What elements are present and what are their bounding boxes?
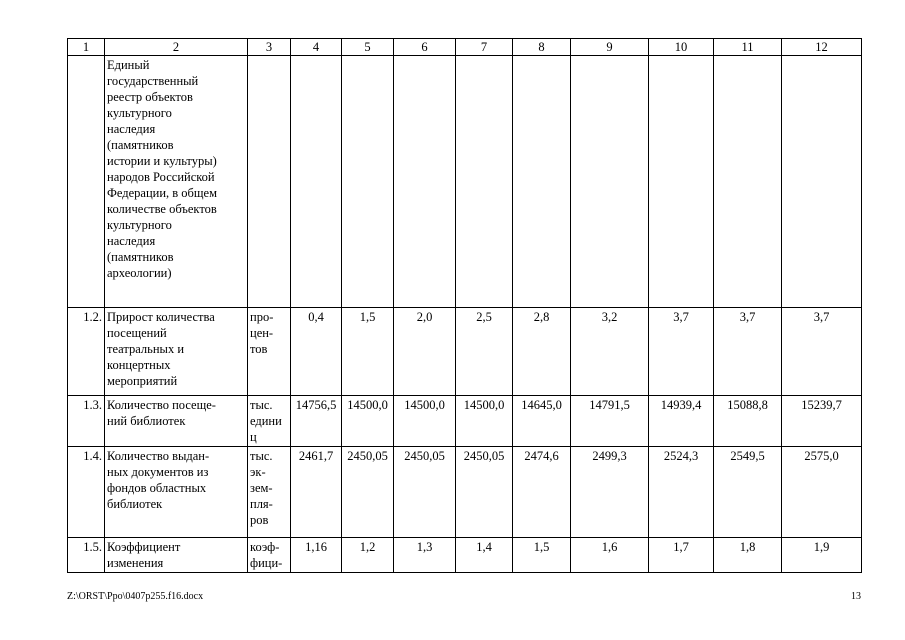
value-cell: 14500,0 bbox=[456, 396, 513, 447]
table-row bbox=[68, 308, 862, 396]
indicator-name-line: фондов областных bbox=[107, 481, 207, 495]
column-header-8: 8 bbox=[513, 39, 571, 56]
value-cell: 1,3 bbox=[394, 538, 456, 573]
value-cell: 3,7 bbox=[649, 308, 714, 396]
unit-of-measure-line: тыс. bbox=[250, 449, 273, 463]
column-header-1: 1 bbox=[68, 39, 105, 56]
indicator-name-line: библиотек bbox=[107, 497, 163, 511]
value-cell: 2450,05 bbox=[394, 447, 456, 538]
column-header-11: 11 bbox=[714, 39, 782, 56]
value-cell: 14645,0 bbox=[513, 396, 571, 447]
unit-of-measure-line: едини bbox=[250, 414, 282, 428]
unit-of-measure-line: коэф- bbox=[250, 540, 280, 554]
indicator-name-line: ний библиотек bbox=[107, 414, 186, 428]
indicator-name-line: (памятников bbox=[107, 138, 174, 152]
column-header-6: 6 bbox=[394, 39, 456, 56]
value-cell: 2549,5 bbox=[714, 447, 782, 538]
value-cell: 3,2 bbox=[571, 308, 649, 396]
column-header-3: 3 bbox=[248, 39, 291, 56]
value-cell bbox=[513, 56, 571, 308]
value-cell bbox=[394, 56, 456, 308]
table-row bbox=[68, 538, 862, 573]
value-cell bbox=[649, 56, 714, 308]
indicator-name-line: ных документов из bbox=[107, 465, 209, 479]
indicator-name bbox=[105, 308, 248, 396]
unit-of-measure bbox=[248, 396, 291, 447]
indicator-name-line: Коэффициент bbox=[107, 540, 181, 554]
value-cell: 14756,5 bbox=[291, 396, 342, 447]
value-cell bbox=[714, 56, 782, 308]
value-cell: 2450,05 bbox=[342, 447, 394, 538]
indicator-name-line: изменения bbox=[107, 556, 164, 570]
column-header-9: 9 bbox=[571, 39, 649, 56]
value-cell: 3,7 bbox=[782, 308, 862, 396]
indicator-name bbox=[105, 538, 248, 573]
unit-of-measure-line: ц bbox=[250, 430, 257, 444]
unit-of-measure-line: эк- bbox=[250, 465, 266, 479]
column-header-10: 10 bbox=[649, 39, 714, 56]
indicator-name bbox=[105, 396, 248, 447]
value-cell: 2,8 bbox=[513, 308, 571, 396]
unit-of-measure bbox=[248, 56, 291, 308]
unit-of-measure bbox=[248, 538, 291, 573]
value-cell: 14500,0 bbox=[342, 396, 394, 447]
value-cell: 2474,6 bbox=[513, 447, 571, 538]
value-cell: 1,9 bbox=[782, 538, 862, 573]
unit-of-measure-line: тыс. bbox=[250, 398, 273, 412]
row-number: 1.5. bbox=[68, 538, 105, 573]
row-number: 1.4. bbox=[68, 447, 105, 538]
indicator-name-line: народов Российской bbox=[107, 170, 215, 184]
table-row bbox=[68, 447, 862, 538]
row-number bbox=[68, 56, 105, 308]
indicator-name-line: археологии) bbox=[107, 266, 172, 280]
value-cell bbox=[571, 56, 649, 308]
column-header-7: 7 bbox=[456, 39, 513, 56]
value-cell: 2450,05 bbox=[456, 447, 513, 538]
unit-of-measure bbox=[248, 308, 291, 396]
value-cell: 1,5 bbox=[342, 308, 394, 396]
indicator-name-line: Федерации, в общем bbox=[107, 186, 218, 200]
indicator-name-line: истории и культуры) bbox=[107, 154, 217, 168]
table-row bbox=[68, 56, 862, 308]
value-cell: 3,7 bbox=[714, 308, 782, 396]
indicators-table bbox=[67, 38, 862, 573]
value-cell bbox=[456, 56, 513, 308]
indicator-name-line: наследия bbox=[107, 234, 156, 248]
value-cell: 14939,4 bbox=[649, 396, 714, 447]
indicator-name-line: посещений bbox=[107, 326, 167, 340]
indicator-name-line: государственный bbox=[107, 74, 199, 88]
value-cell: 1,8 bbox=[714, 538, 782, 573]
column-header-4: 4 bbox=[291, 39, 342, 56]
unit-of-measure-line: пля- bbox=[250, 497, 273, 511]
indicator-name-line: Количество посеще- bbox=[107, 398, 216, 412]
unit-of-measure-line: фици- bbox=[250, 556, 283, 570]
value-cell: 14500,0 bbox=[394, 396, 456, 447]
value-cell: 2575,0 bbox=[782, 447, 862, 538]
header-row bbox=[68, 39, 862, 56]
indicator-name-line: Количество выдан- bbox=[107, 449, 210, 463]
value-cell bbox=[291, 56, 342, 308]
value-cell: 2,0 bbox=[394, 308, 456, 396]
value-cell bbox=[342, 56, 394, 308]
footer-page-number: 13 bbox=[851, 591, 861, 602]
indicator-name-line: Единый bbox=[107, 58, 150, 72]
column-header-5: 5 bbox=[342, 39, 394, 56]
indicator-name-line: Прирост количества bbox=[107, 310, 215, 324]
value-cell: 1,16 bbox=[291, 538, 342, 573]
column-header-12: 12 bbox=[782, 39, 862, 56]
indicator-name-line: культурного bbox=[107, 106, 172, 120]
value-cell: 2524,3 bbox=[649, 447, 714, 538]
indicator-name-line: культурного bbox=[107, 218, 172, 232]
value-cell: 1,6 bbox=[571, 538, 649, 573]
indicator-name-line: наследия bbox=[107, 122, 156, 136]
indicator-name-line: (памятников bbox=[107, 250, 174, 264]
column-header-2: 2 bbox=[105, 39, 248, 56]
row-number: 1.3. bbox=[68, 396, 105, 447]
table-body bbox=[68, 56, 862, 573]
indicator-name-line: мероприятий bbox=[107, 374, 178, 388]
unit-of-measure bbox=[248, 447, 291, 538]
unit-of-measure-line: про- bbox=[250, 310, 274, 324]
value-cell: 15088,8 bbox=[714, 396, 782, 447]
row-number: 1.2. bbox=[68, 308, 105, 396]
value-cell: 2461,7 bbox=[291, 447, 342, 538]
value-cell: 15239,7 bbox=[782, 396, 862, 447]
value-cell: 2499,3 bbox=[571, 447, 649, 538]
value-cell: 1,4 bbox=[456, 538, 513, 573]
indicator-name bbox=[105, 447, 248, 538]
unit-of-measure-line: цен- bbox=[250, 326, 274, 340]
unit-of-measure-line: ров bbox=[250, 513, 269, 527]
value-cell: 14791,5 bbox=[571, 396, 649, 447]
unit-of-measure-line: тов bbox=[250, 342, 268, 356]
value-cell: 1,2 bbox=[342, 538, 394, 573]
indicator-name-line: концертных bbox=[107, 358, 171, 372]
indicator-name-line: реестр объектов bbox=[107, 90, 193, 104]
value-cell: 0,4 bbox=[291, 308, 342, 396]
table-row bbox=[68, 396, 862, 447]
value-cell: 2,5 bbox=[456, 308, 513, 396]
indicator-name-line: театральных и bbox=[107, 342, 185, 356]
unit-of-measure-line: зем- bbox=[250, 481, 273, 495]
indicator-name-line: количестве объектов bbox=[107, 202, 217, 216]
footer-file-path: Z:\ORST\Ppo\0407p255.f16.docx bbox=[67, 591, 204, 602]
indicator-name bbox=[105, 56, 248, 308]
value-cell: 1,7 bbox=[649, 538, 714, 573]
value-cell bbox=[782, 56, 862, 308]
value-cell: 1,5 bbox=[513, 538, 571, 573]
